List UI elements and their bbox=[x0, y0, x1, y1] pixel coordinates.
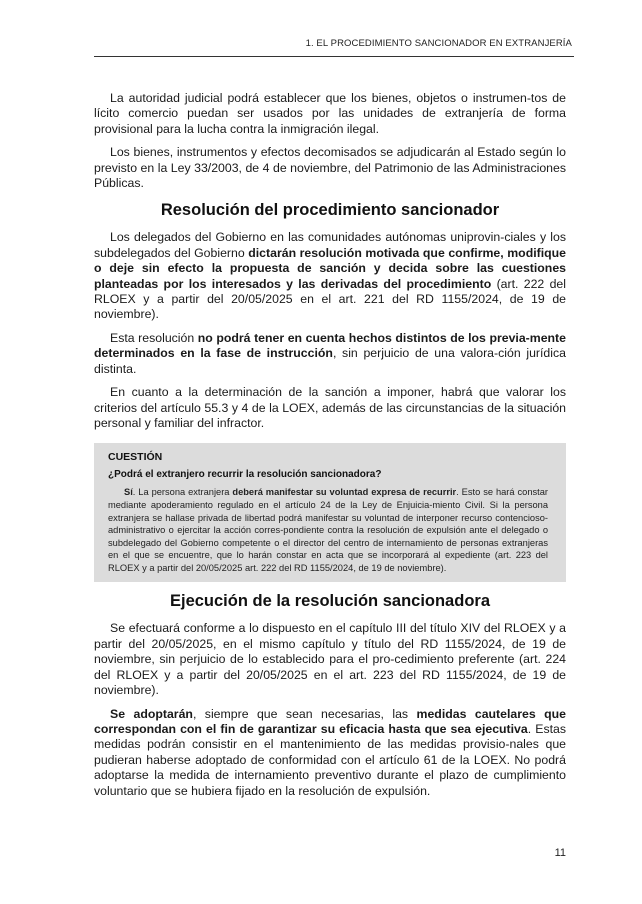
section-heading: Ejecución de la resolución sancionadora bbox=[169, 592, 490, 611]
question-box-title: CUESTIÓN bbox=[108, 451, 163, 464]
bold-text: medidas cautelares que correspondan con el fin de garantizar su eficacia hasta que sea ejecutiva bbox=[94, 706, 567, 736]
text-run: . Esto se hará constar mediante apoderamiento regulado en el artículo 24 de la Ley de Enjuicia-miento Civil. Si la persona extranjera se hallase privada de libertad podrá manifestar su voluntad de interponer recurso contencioso-administrativo o ejercitar la acción corres-pondiente contra la resolución de expulsión ante el delegado o subdelegado del Gobierno competente o el director del centro de internamiento de personas extranjeras en el que se encuentre, que lo harán constar en acta que se incorporará al expediente (art. 223 del RLOEX y a partir del 20/05/2025 art. 222 del RD 1155/2024, de 19 de noviembre). bbox=[108, 487, 548, 573]
text-run: . La persona extranjera bbox=[132, 487, 233, 498]
bold-text: dictarán resolución motivada que confirme, modifique o deje sin efecto la propuesta de sanción y decida sobre las cuestiones planteadas por los interesados y las derivadas del procedimiento bbox=[94, 245, 566, 291]
page-number: 11 bbox=[554, 847, 566, 859]
paragraph: Se efectuará conforme a lo dispuesto en el capítulo III del título XIV del RLOEX y a partir del 20/05/2025, en el mismo capítulo y título del RD 1155/2024, de 19 de noviembre, sin perjuicio de lo establecido para el pro-cedimiento preferente (art. 224 del RLOEX y a partir del 20/05/2025 en el art. 223 del RD 1155/2024, de 19 de noviembre). bbox=[94, 621, 566, 698]
text-run: , siempre que sean necesarias, las bbox=[192, 706, 417, 721]
paragraph bbox=[94, 230, 566, 322]
paragraph: La autoridad judicial podrá establecer que los bienes, objetos o instrumen-tos de lícito comercio puedan ser usados por las unidades de extranjería de forma provisional para la lucha contra la inmigración ilegal. bbox=[94, 91, 566, 136]
text-run: Los delegados del Gobierno en las comunidades autónomas uniprovin-ciales y los subdelegados del Gobierno bbox=[94, 230, 566, 260]
text-run: . Estas medidas podrán consistir en el mantenimiento de las medidas provisio-nales que pudieran haberse adoptado de conformidad con el artículo 61 de la LOEX. No podrá adoptarse la medida de internamiento preventivo durante el plazo de cumplimiento voluntario que se hubiera fijado en la resolución de expulsión. bbox=[94, 721, 567, 798]
bold-text: Sí bbox=[124, 487, 133, 498]
text-run: , sin perjuicio de una valora-ción jurídica distinta. bbox=[94, 346, 566, 376]
bold-text: no podrá tener en cuenta hechos distintos de los previa-mente determinados en la fase de instrucción bbox=[94, 330, 566, 361]
header-rule bbox=[94, 56, 574, 57]
answer-text bbox=[108, 486, 548, 574]
paragraph: Los bienes, instrumentos y efectos decomisados se adjudicarán al Estado según lo previsto en la Ley 33/2003, de 4 de noviembre, del Patrimonio de las Administraciones Públicas. bbox=[94, 145, 566, 191]
paragraph bbox=[94, 707, 566, 799]
text-run: (art. 222 del RLOEX y a partir del 20/05/2025 en el art. 221 del RD 1155/2024, de 19 de noviembre). bbox=[94, 276, 566, 322]
paragraph bbox=[94, 331, 566, 377]
question-text: ¿Podrá el extranjero recurrir la resolución sancionadora? bbox=[108, 469, 382, 481]
running-header: 1. EL PROCEDIMIENTO SANCIONADOR EN EXTRANJERÍA bbox=[305, 38, 572, 49]
bold-text: Se adoptarán bbox=[110, 706, 193, 721]
page-content bbox=[94, 91, 566, 807]
section-heading: Resolución del procedimiento sancionador bbox=[160, 201, 500, 220]
question-box bbox=[94, 443, 566, 582]
text-run: Esta resolución bbox=[110, 330, 198, 345]
paragraph: En cuanto a la determinación de la sanción a imponer, habrá que valorar los criterios del artículo 55.3 y 4 de la LOEX, además de las circunstancias de la situación personal y familiar del infractor. bbox=[94, 385, 566, 430]
bold-text: deberá manifestar su voluntad expresa de recurrir bbox=[232, 487, 457, 498]
